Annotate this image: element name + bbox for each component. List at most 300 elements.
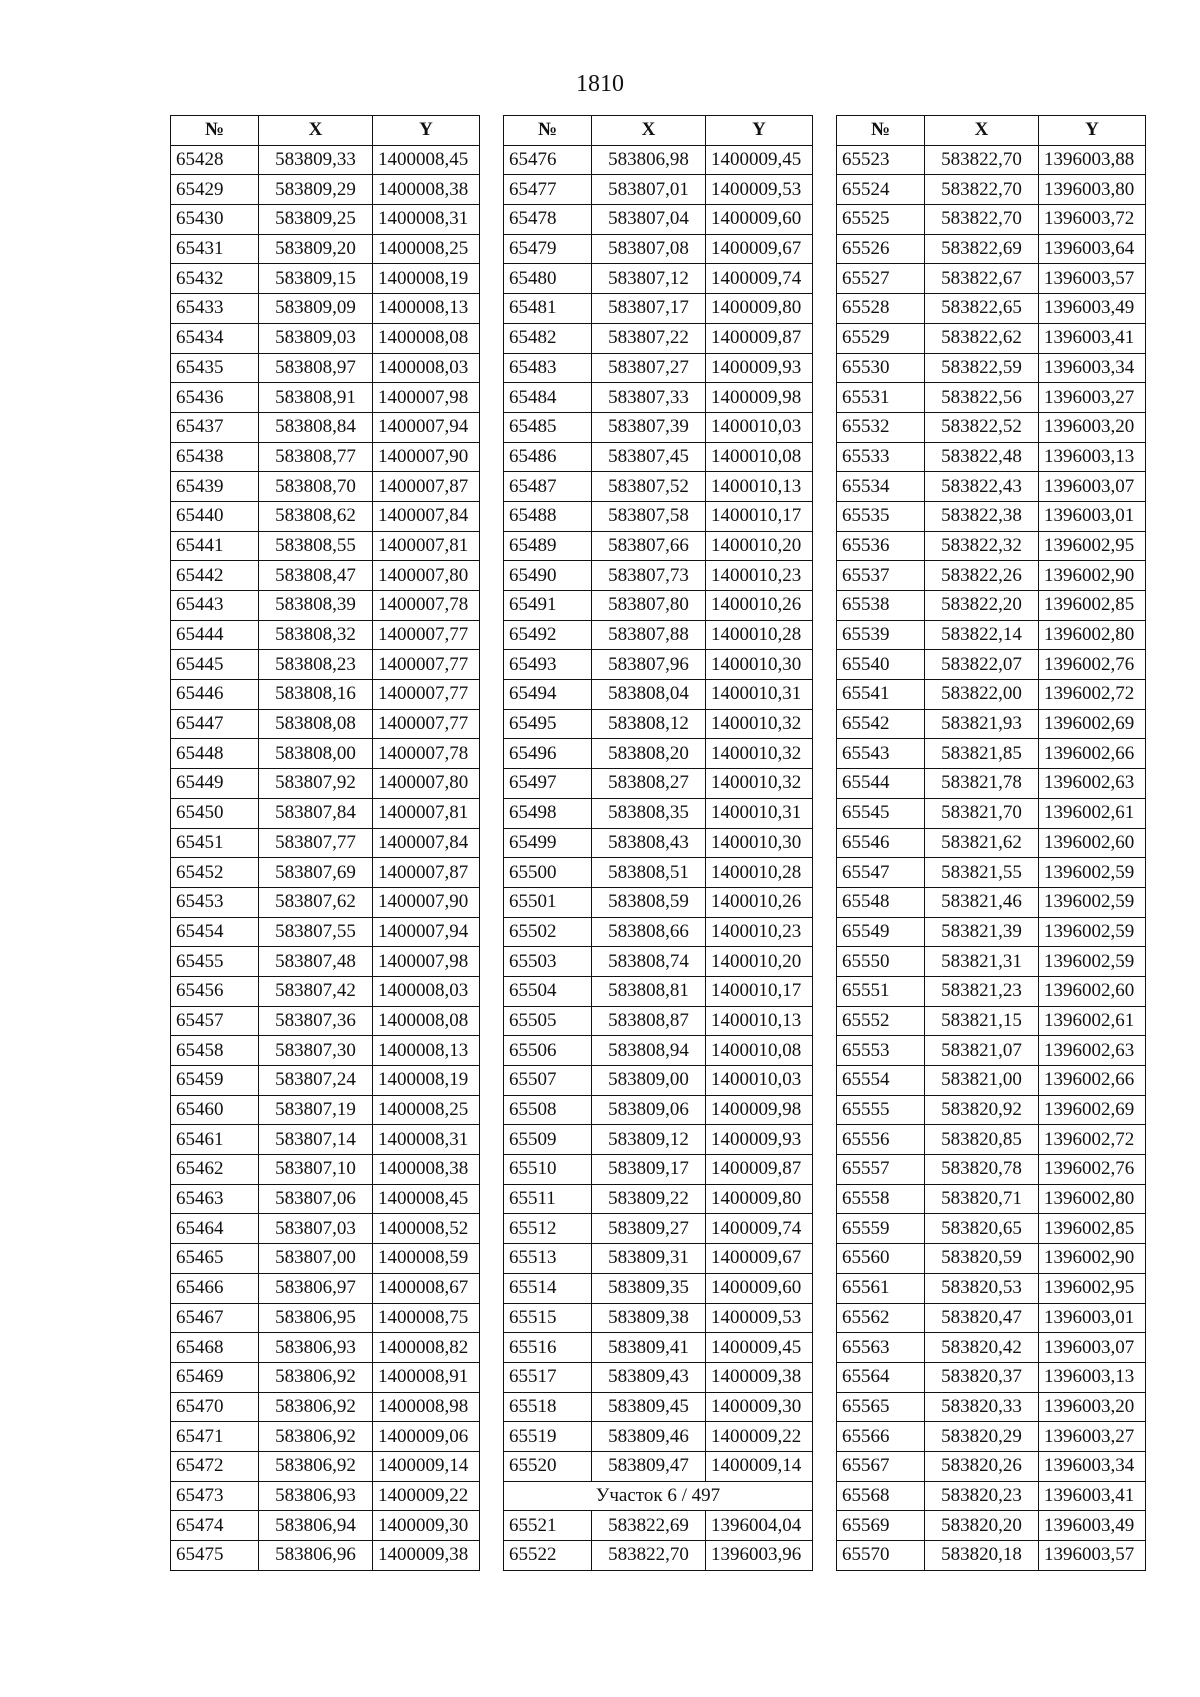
point-number: 65526	[837, 234, 925, 264]
table-row	[171, 650, 480, 680]
y-coordinate: 1400009,93	[706, 1125, 813, 1155]
table-row	[504, 1036, 813, 1066]
y-coordinate: 1400010,26	[706, 591, 813, 621]
table-row	[171, 353, 480, 383]
table-row	[171, 680, 480, 710]
point-number: 65551	[837, 976, 925, 1006]
point-number: 65547	[837, 858, 925, 888]
y-coordinate: 1396003,01	[1039, 501, 1146, 531]
x-coordinate: 583809,22	[592, 1184, 706, 1214]
table-row	[504, 976, 813, 1006]
x-coordinate: 583821,07	[925, 1036, 1039, 1066]
table-row	[171, 1125, 480, 1155]
table-row	[171, 1184, 480, 1214]
x-coordinate: 583808,39	[259, 591, 373, 621]
table-row	[504, 1006, 813, 1036]
point-number: 65473	[171, 1481, 259, 1511]
x-coordinate: 583822,56	[925, 383, 1039, 413]
number-header: №	[837, 116, 925, 146]
y-coordinate: 1400010,28	[706, 620, 813, 650]
table-row	[504, 828, 813, 858]
table-row	[837, 353, 1146, 383]
point-number: 65482	[504, 323, 592, 353]
table-row	[837, 917, 1146, 947]
table-row	[171, 1541, 480, 1571]
table-row	[504, 412, 813, 442]
y-coordinate: 1400007,80	[373, 561, 480, 591]
x-coordinate: 583806,92	[259, 1362, 373, 1392]
y-coordinate: 1400010,08	[706, 442, 813, 472]
x-coordinate: 583807,12	[592, 264, 706, 294]
table-row	[504, 1333, 813, 1363]
y-coordinate: 1400007,80	[373, 769, 480, 799]
table-row	[171, 1362, 480, 1392]
y-coordinate: 1400009,30	[373, 1511, 480, 1541]
y-coordinate: 1400010,08	[706, 1036, 813, 1066]
x-coordinate: 583807,84	[259, 798, 373, 828]
x-coordinate: 583807,30	[259, 1036, 373, 1066]
x-header: X	[925, 116, 1039, 146]
y-coordinate: 1400007,87	[373, 472, 480, 502]
table-row	[504, 1511, 813, 1541]
coordinates-table-2	[503, 115, 813, 1571]
table-row	[171, 1273, 480, 1303]
y-coordinate: 1400010,32	[706, 709, 813, 739]
table-row	[837, 769, 1146, 799]
point-number: 65568	[837, 1481, 925, 1511]
y-coordinate: 1396003,41	[1039, 323, 1146, 353]
table-row	[171, 1036, 480, 1066]
point-number: 65515	[504, 1303, 592, 1333]
y-coordinate: 1400010,03	[706, 412, 813, 442]
y-coordinate: 1400009,45	[706, 145, 813, 175]
y-coordinate: 1400008,25	[373, 1095, 480, 1125]
y-coordinate: 1400007,84	[373, 828, 480, 858]
y-coordinate: 1396003,13	[1039, 442, 1146, 472]
y-coordinate: 1396003,34	[1039, 353, 1146, 383]
y-coordinate: 1400008,25	[373, 234, 480, 264]
table-row	[171, 442, 480, 472]
point-number: 65536	[837, 531, 925, 561]
table-row	[504, 769, 813, 799]
y-coordinate: 1396003,20	[1039, 412, 1146, 442]
table-row	[504, 1184, 813, 1214]
table-row	[504, 531, 813, 561]
x-coordinate: 583821,55	[925, 858, 1039, 888]
point-number: 65533	[837, 442, 925, 472]
point-number: 65495	[504, 709, 592, 739]
y-coordinate: 1396003,49	[1039, 1511, 1146, 1541]
x-coordinate: 583808,70	[259, 472, 373, 502]
point-number: 65478	[504, 205, 592, 235]
y-coordinate: 1400008,38	[373, 175, 480, 205]
y-coordinate: 1400007,81	[373, 531, 480, 561]
table-row	[837, 1422, 1146, 1452]
table-row	[171, 620, 480, 650]
y-coordinate: 1400009,53	[706, 175, 813, 205]
table-row	[837, 1184, 1146, 1214]
x-coordinate: 583821,15	[925, 1006, 1039, 1036]
y-header: Y	[373, 116, 480, 146]
y-coordinate: 1396002,61	[1039, 798, 1146, 828]
x-coordinate: 583807,39	[592, 412, 706, 442]
table-row	[504, 917, 813, 947]
x-coordinate: 583807,48	[259, 947, 373, 977]
x-coordinate: 583809,06	[592, 1095, 706, 1125]
point-number: 65562	[837, 1303, 925, 1333]
table-row	[504, 1422, 813, 1452]
table-row	[504, 858, 813, 888]
table-row	[504, 1214, 813, 1244]
point-number: 65549	[837, 917, 925, 947]
y-coordinate: 1400010,17	[706, 976, 813, 1006]
y-coordinate: 1396002,69	[1039, 1095, 1146, 1125]
x-coordinate: 583820,65	[925, 1214, 1039, 1244]
y-coordinate: 1400010,32	[706, 739, 813, 769]
table-row	[837, 650, 1146, 680]
x-coordinate: 583807,33	[592, 383, 706, 413]
point-number: 65511	[504, 1184, 592, 1214]
table-row	[837, 383, 1146, 413]
point-number: 65435	[171, 353, 259, 383]
point-number: 65519	[504, 1422, 592, 1452]
y-coordinate: 1396003,57	[1039, 264, 1146, 294]
point-number: 65460	[171, 1095, 259, 1125]
y-coordinate: 1400008,19	[373, 264, 480, 294]
x-coordinate: 583807,19	[259, 1095, 373, 1125]
point-number: 65552	[837, 1006, 925, 1036]
point-number: 65488	[504, 501, 592, 531]
section-row	[504, 1481, 813, 1511]
y-coordinate: 1400009,06	[373, 1422, 480, 1452]
point-number: 65430	[171, 205, 259, 235]
x-coordinate: 583821,62	[925, 828, 1039, 858]
table-row	[837, 1244, 1146, 1274]
point-number: 65440	[171, 501, 259, 531]
table-row	[171, 1303, 480, 1333]
table-row	[837, 175, 1146, 205]
y-coordinate: 1400007,90	[373, 887, 480, 917]
y-coordinate: 1400009,53	[706, 1303, 813, 1333]
table-row	[171, 1511, 480, 1541]
y-coordinate: 1400009,60	[706, 1273, 813, 1303]
point-number: 65449	[171, 769, 259, 799]
x-coordinate: 583808,91	[259, 383, 373, 413]
point-number: 65434	[171, 323, 259, 353]
x-coordinate: 583820,71	[925, 1184, 1039, 1214]
table-row	[837, 828, 1146, 858]
x-coordinate: 583808,84	[259, 412, 373, 442]
table-row	[504, 234, 813, 264]
x-coordinate: 583806,94	[259, 1511, 373, 1541]
y-coordinate: 1400009,87	[706, 1155, 813, 1185]
table-row	[837, 1541, 1146, 1571]
x-coordinate: 583808,43	[592, 828, 706, 858]
x-coordinate: 583820,20	[925, 1511, 1039, 1541]
point-number: 65453	[171, 887, 259, 917]
table-row	[837, 412, 1146, 442]
x-coordinate: 583807,24	[259, 1066, 373, 1096]
x-coordinate: 583807,36	[259, 1006, 373, 1036]
y-coordinate: 1400009,14	[373, 1451, 480, 1481]
y-coordinate: 1400009,74	[706, 1214, 813, 1244]
point-number: 65476	[504, 145, 592, 175]
x-coordinate: 583822,20	[925, 591, 1039, 621]
point-number: 65524	[837, 175, 925, 205]
table-row	[837, 1511, 1146, 1541]
x-coordinate: 583820,92	[925, 1095, 1039, 1125]
y-coordinate: 1400009,74	[706, 264, 813, 294]
y-coordinate: 1400009,38	[373, 1541, 480, 1571]
point-number: 65535	[837, 501, 925, 531]
table-row	[504, 620, 813, 650]
y-coordinate: 1400010,17	[706, 501, 813, 531]
y-coordinate: 1396003,41	[1039, 1481, 1146, 1511]
y-coordinate: 1400007,77	[373, 620, 480, 650]
y-coordinate: 1400010,03	[706, 1066, 813, 1096]
point-number: 65506	[504, 1036, 592, 1066]
table-row	[171, 828, 480, 858]
table-row	[171, 1095, 480, 1125]
point-number: 65477	[504, 175, 592, 205]
point-number: 65521	[504, 1511, 592, 1541]
x-coordinate: 583808,16	[259, 680, 373, 710]
y-coordinate: 1400008,45	[373, 145, 480, 175]
table-row	[504, 1273, 813, 1303]
table-row	[504, 294, 813, 324]
y-coordinate: 1400009,67	[706, 1244, 813, 1274]
point-number: 65554	[837, 1066, 925, 1096]
table-row	[504, 383, 813, 413]
y-header: Y	[706, 116, 813, 146]
table-row	[171, 739, 480, 769]
point-number: 65563	[837, 1333, 925, 1363]
point-number: 65541	[837, 680, 925, 710]
table-row	[837, 709, 1146, 739]
x-coordinate: 583820,23	[925, 1481, 1039, 1511]
point-number: 65510	[504, 1155, 592, 1185]
x-coordinate: 583821,00	[925, 1066, 1039, 1096]
x-coordinate: 583820,26	[925, 1451, 1039, 1481]
point-number: 65466	[171, 1273, 259, 1303]
x-coordinate: 583822,65	[925, 294, 1039, 324]
point-number: 65428	[171, 145, 259, 175]
y-coordinate: 1400007,78	[373, 739, 480, 769]
y-header: Y	[1039, 116, 1146, 146]
point-number: 65561	[837, 1273, 925, 1303]
y-coordinate: 1400010,13	[706, 472, 813, 502]
point-number: 65480	[504, 264, 592, 294]
table-row	[171, 323, 480, 353]
point-number: 65446	[171, 680, 259, 710]
x-coordinate: 583820,53	[925, 1273, 1039, 1303]
y-coordinate: 1396003,72	[1039, 205, 1146, 235]
y-coordinate: 1400008,13	[373, 1036, 480, 1066]
point-number: 65437	[171, 412, 259, 442]
x-coordinate: 583808,47	[259, 561, 373, 591]
point-number: 65445	[171, 650, 259, 680]
table-row	[837, 294, 1146, 324]
point-number: 65471	[171, 1422, 259, 1452]
y-coordinate: 1400010,20	[706, 947, 813, 977]
x-coordinate: 583822,67	[925, 264, 1039, 294]
point-number: 65438	[171, 442, 259, 472]
x-header: X	[592, 116, 706, 146]
y-coordinate: 1396002,59	[1039, 858, 1146, 888]
y-coordinate: 1400009,87	[706, 323, 813, 353]
point-number: 65487	[504, 472, 592, 502]
number-header: №	[504, 116, 592, 146]
table-row	[837, 798, 1146, 828]
point-number: 65530	[837, 353, 925, 383]
y-coordinate: 1400009,38	[706, 1362, 813, 1392]
x-coordinate: 583807,04	[592, 205, 706, 235]
x-coordinate: 583808,62	[259, 501, 373, 531]
table-row	[504, 1392, 813, 1422]
point-number: 65497	[504, 769, 592, 799]
table-row	[171, 175, 480, 205]
point-number: 65431	[171, 234, 259, 264]
point-number: 65490	[504, 561, 592, 591]
x-coordinate: 583822,07	[925, 650, 1039, 680]
point-number: 65532	[837, 412, 925, 442]
x-coordinate: 583821,93	[925, 709, 1039, 739]
point-number: 65494	[504, 680, 592, 710]
point-number: 65486	[504, 442, 592, 472]
y-coordinate: 1400009,14	[706, 1451, 813, 1481]
point-number: 65470	[171, 1392, 259, 1422]
x-coordinate: 583809,03	[259, 323, 373, 353]
x-coordinate: 583809,43	[592, 1362, 706, 1392]
table-row	[504, 442, 813, 472]
y-coordinate: 1400010,28	[706, 858, 813, 888]
point-number: 65461	[171, 1125, 259, 1155]
table-row	[837, 472, 1146, 502]
table-row	[837, 1362, 1146, 1392]
x-coordinate: 583822,00	[925, 680, 1039, 710]
x-coordinate: 583807,58	[592, 501, 706, 531]
coordinates-table-1	[170, 115, 480, 1571]
table-row	[837, 680, 1146, 710]
y-coordinate: 1400008,82	[373, 1333, 480, 1363]
x-coordinate: 583807,52	[592, 472, 706, 502]
y-coordinate: 1396003,80	[1039, 175, 1146, 205]
point-number: 65452	[171, 858, 259, 888]
point-number: 65493	[504, 650, 592, 680]
page-number: 1810	[576, 71, 624, 97]
y-coordinate: 1396002,61	[1039, 1006, 1146, 1036]
point-number: 65462	[171, 1155, 259, 1185]
point-number: 65553	[837, 1036, 925, 1066]
table-row	[171, 1481, 480, 1511]
point-number: 65498	[504, 798, 592, 828]
x-coordinate: 583808,35	[592, 798, 706, 828]
point-number: 65444	[171, 620, 259, 650]
table-row	[171, 412, 480, 442]
point-number: 65560	[837, 1244, 925, 1274]
x-coordinate: 583806,93	[259, 1481, 373, 1511]
point-number: 65548	[837, 887, 925, 917]
point-number: 65539	[837, 620, 925, 650]
x-coordinate: 583821,78	[925, 769, 1039, 799]
x-coordinate: 583807,42	[259, 976, 373, 1006]
x-coordinate: 583807,69	[259, 858, 373, 888]
x-coordinate: 583822,70	[925, 175, 1039, 205]
x-coordinate: 583806,92	[259, 1392, 373, 1422]
table-row	[837, 1006, 1146, 1036]
point-number: 65534	[837, 472, 925, 502]
x-coordinate: 583822,32	[925, 531, 1039, 561]
x-coordinate: 583821,85	[925, 739, 1039, 769]
x-coordinate: 583822,69	[592, 1511, 706, 1541]
table-row	[837, 323, 1146, 353]
y-coordinate: 1400008,08	[373, 1006, 480, 1036]
table-row	[504, 501, 813, 531]
y-coordinate: 1396003,57	[1039, 1541, 1146, 1571]
table-row	[171, 205, 480, 235]
y-coordinate: 1400010,20	[706, 531, 813, 561]
table-row	[171, 1214, 480, 1244]
y-coordinate: 1400007,77	[373, 680, 480, 710]
y-coordinate: 1396002,59	[1039, 887, 1146, 917]
table-row	[837, 531, 1146, 561]
y-coordinate: 1396002,63	[1039, 769, 1146, 799]
point-number: 65555	[837, 1095, 925, 1125]
y-coordinate: 1396003,88	[1039, 145, 1146, 175]
y-coordinate: 1396003,96	[706, 1541, 813, 1571]
x-coordinate: 583808,27	[592, 769, 706, 799]
point-number: 65518	[504, 1392, 592, 1422]
x-coordinate: 583808,32	[259, 620, 373, 650]
x-coordinate: 583821,46	[925, 887, 1039, 917]
y-coordinate: 1400010,23	[706, 917, 813, 947]
y-coordinate: 1400008,03	[373, 976, 480, 1006]
x-coordinate: 583809,15	[259, 264, 373, 294]
table-row	[171, 917, 480, 947]
y-coordinate: 1400009,80	[706, 294, 813, 324]
x-coordinate: 583809,46	[592, 1422, 706, 1452]
table-row	[837, 234, 1146, 264]
point-number: 65525	[837, 205, 925, 235]
x-coordinate: 583820,37	[925, 1362, 1039, 1392]
point-number: 65491	[504, 591, 592, 621]
x-header: X	[259, 116, 373, 146]
table-row	[171, 561, 480, 591]
x-coordinate: 583820,33	[925, 1392, 1039, 1422]
table-row	[504, 264, 813, 294]
y-coordinate: 1400010,26	[706, 887, 813, 917]
point-number: 65464	[171, 1214, 259, 1244]
x-coordinate: 583809,29	[259, 175, 373, 205]
point-number: 65484	[504, 383, 592, 413]
point-number: 65474	[171, 1511, 259, 1541]
x-coordinate: 583808,00	[259, 739, 373, 769]
y-coordinate: 1396003,49	[1039, 294, 1146, 324]
y-coordinate: 1400010,31	[706, 798, 813, 828]
table-row	[171, 1155, 480, 1185]
x-coordinate: 583822,70	[925, 145, 1039, 175]
point-number: 65443	[171, 591, 259, 621]
point-number: 65432	[171, 264, 259, 294]
table-row	[171, 591, 480, 621]
y-coordinate: 1400007,98	[373, 383, 480, 413]
point-number: 65475	[171, 1541, 259, 1571]
point-number: 65537	[837, 561, 925, 591]
y-coordinate: 1400007,84	[373, 501, 480, 531]
y-coordinate: 1396002,95	[1039, 531, 1146, 561]
x-coordinate: 583809,12	[592, 1125, 706, 1155]
x-coordinate: 583820,42	[925, 1333, 1039, 1363]
